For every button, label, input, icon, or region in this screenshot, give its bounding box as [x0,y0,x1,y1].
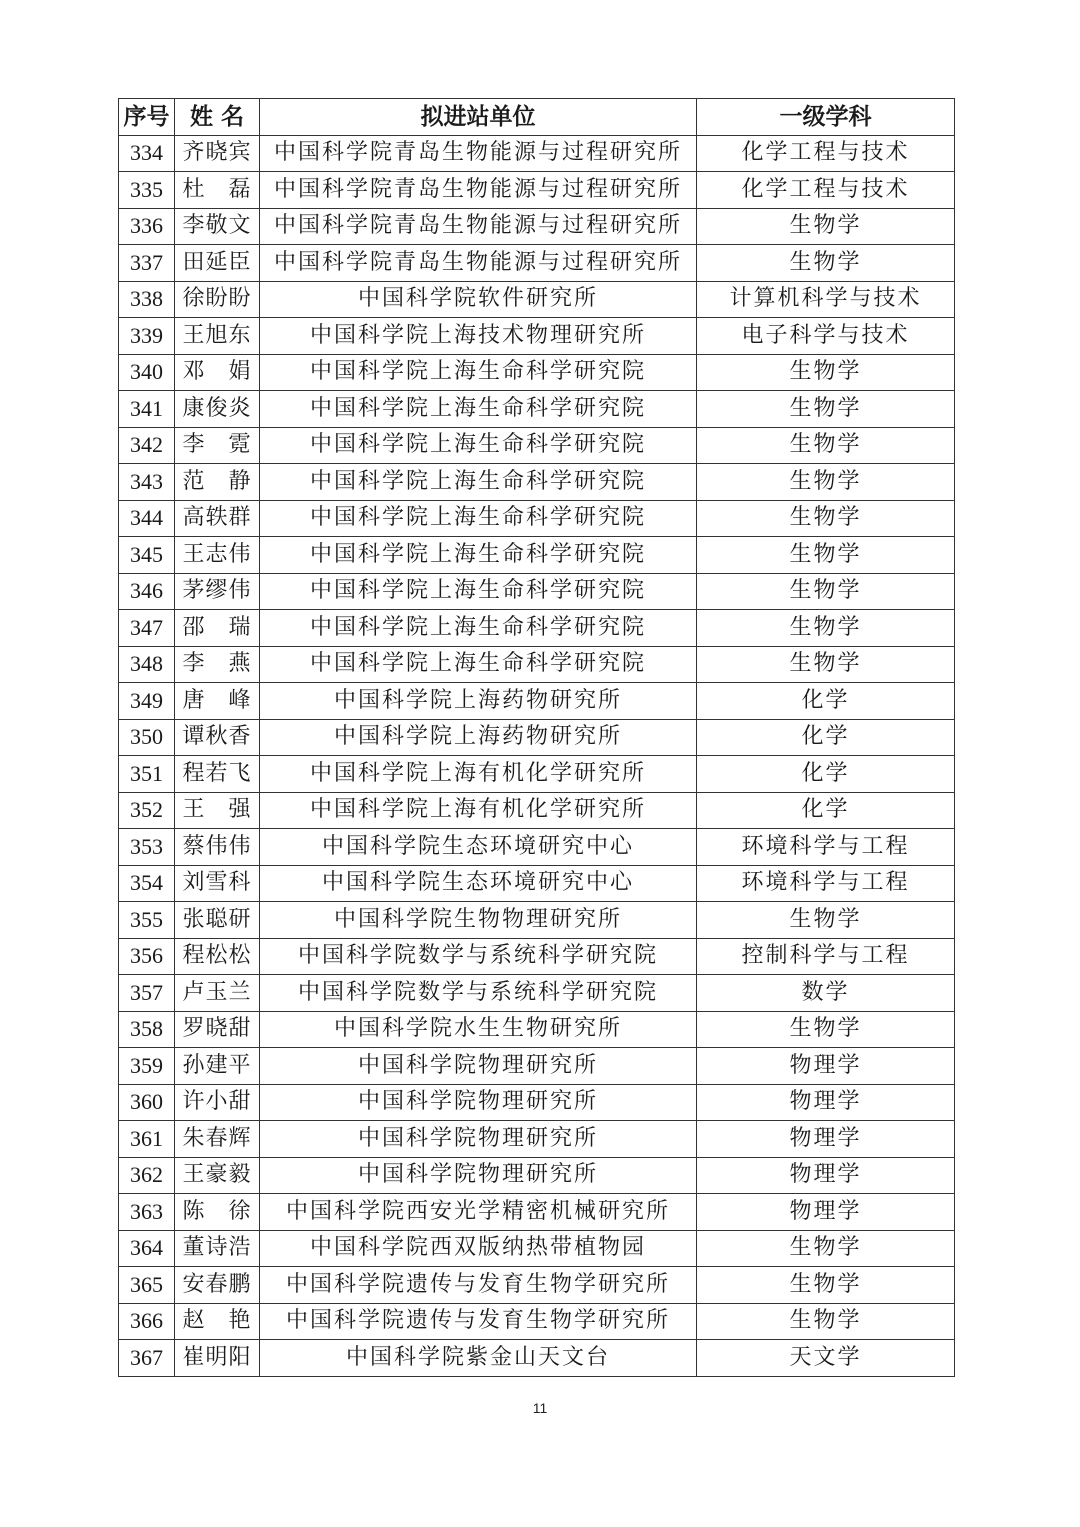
row-name: 王 强 [175,792,260,829]
row-serial-number: 366 [119,1303,175,1340]
header-row [119,99,955,136]
table-row [119,1267,955,1304]
header-name: 姓 名 [175,99,260,136]
table-row [119,500,955,537]
page-number: 11 [532,1400,548,1416]
row-name: 许小甜 [175,1084,260,1121]
row-serial-number: 349 [119,683,175,720]
row-name: 安春鹏 [175,1267,260,1304]
row-serial-number: 337 [119,245,175,282]
table-row [119,208,955,245]
row-serial-number: 342 [119,427,175,464]
row-primary-discipline: 生物学 [697,500,955,537]
row-host-unit: 中国科学院上海生命科学研究院 [260,464,697,501]
row-serial-number: 336 [119,208,175,245]
row-serial-number: 354 [119,865,175,902]
table-row [119,464,955,501]
row-name: 卢玉兰 [175,975,260,1012]
row-serial-number: 356 [119,938,175,975]
row-name: 李 霓 [175,427,260,464]
row-host-unit: 中国科学院遗传与发育生物学研究所 [260,1303,697,1340]
row-name: 唐 峰 [175,683,260,720]
table-row [119,1340,955,1377]
row-primary-discipline: 电子科学与技术 [697,318,955,355]
row-host-unit: 中国科学院青岛生物能源与过程研究所 [260,208,697,245]
row-serial-number: 343 [119,464,175,501]
row-serial-number: 363 [119,1194,175,1231]
table-row [119,1011,955,1048]
row-serial-number: 335 [119,172,175,209]
row-primary-discipline: 生物学 [697,537,955,574]
row-serial-number: 365 [119,1267,175,1304]
row-name: 张聪研 [175,902,260,939]
row-name: 齐晓宾 [175,135,260,172]
table-row [119,281,955,318]
row-host-unit: 中国科学院上海生命科学研究院 [260,391,697,428]
row-primary-discipline: 化学 [697,719,955,756]
row-primary-discipline: 生物学 [697,245,955,282]
table-body [119,135,955,1376]
row-name: 徐盼盼 [175,281,260,318]
row-name: 王旭东 [175,318,260,355]
table-row [119,1303,955,1340]
row-serial-number: 360 [119,1084,175,1121]
row-primary-discipline: 生物学 [697,646,955,683]
row-primary-discipline: 生物学 [697,1011,955,1048]
row-name: 程松松 [175,938,260,975]
row-name: 谭秋香 [175,719,260,756]
table-row [119,1194,955,1231]
row-serial-number: 362 [119,1157,175,1194]
row-host-unit: 中国科学院青岛生物能源与过程研究所 [260,135,697,172]
row-primary-discipline: 生物学 [697,427,955,464]
row-primary-discipline: 环境科学与工程 [697,829,955,866]
table-row [119,646,955,683]
row-serial-number: 346 [119,573,175,610]
row-host-unit: 中国科学院生态环境研究中心 [260,865,697,902]
row-host-unit: 中国科学院水生生物研究所 [260,1011,697,1048]
table-row [119,1157,955,1194]
row-serial-number: 347 [119,610,175,647]
row-primary-discipline: 数学 [697,975,955,1012]
row-name: 邵 瑞 [175,610,260,647]
row-host-unit: 中国科学院物理研究所 [260,1157,697,1194]
row-host-unit: 中国科学院上海生命科学研究院 [260,537,697,574]
row-name: 崔明阳 [175,1340,260,1377]
row-primary-discipline: 控制科学与工程 [697,938,955,975]
row-host-unit: 中国科学院上海药物研究所 [260,683,697,720]
row-serial-number: 345 [119,537,175,574]
row-serial-number: 348 [119,646,175,683]
row-name: 杜 磊 [175,172,260,209]
row-serial-number: 352 [119,792,175,829]
row-primary-discipline: 生物学 [697,1267,955,1304]
row-host-unit: 中国科学院西双版纳热带植物园 [260,1230,697,1267]
table-row [119,1084,955,1121]
row-name: 李 燕 [175,646,260,683]
row-serial-number: 351 [119,756,175,793]
row-host-unit: 中国科学院上海技术物理研究所 [260,318,697,355]
row-name: 茅缪伟 [175,573,260,610]
table-row [119,172,955,209]
row-primary-discipline: 化学工程与技术 [697,135,955,172]
row-host-unit: 中国科学院物理研究所 [260,1121,697,1158]
row-serial-number: 339 [119,318,175,355]
table-row [119,354,955,391]
table-row [119,573,955,610]
row-name: 李敬文 [175,208,260,245]
table-row [119,902,955,939]
table-row [119,135,955,172]
row-serial-number: 340 [119,354,175,391]
roster-table [118,98,955,1377]
table-row [119,975,955,1012]
table-row [119,829,955,866]
row-name: 康俊炎 [175,391,260,428]
row-primary-discipline: 化学 [697,683,955,720]
row-name: 蔡伟伟 [175,829,260,866]
row-host-unit: 中国科学院数学与系统科学研究院 [260,938,697,975]
row-host-unit: 中国科学院上海药物研究所 [260,719,697,756]
row-primary-discipline: 生物学 [697,573,955,610]
header-serial-number: 序号 [119,99,175,136]
row-name: 孙建平 [175,1048,260,1085]
row-host-unit: 中国科学院软件研究所 [260,281,697,318]
table-row [119,537,955,574]
table-row [119,318,955,355]
row-serial-number: 359 [119,1048,175,1085]
row-serial-number: 355 [119,902,175,939]
row-host-unit: 中国科学院上海生命科学研究院 [260,427,697,464]
row-primary-discipline: 生物学 [697,208,955,245]
row-primary-discipline: 天文学 [697,1340,955,1377]
row-serial-number: 338 [119,281,175,318]
row-host-unit: 中国科学院上海生命科学研究院 [260,354,697,391]
table-row [119,610,955,647]
table-row [119,427,955,464]
table-row [119,245,955,282]
row-name: 王志伟 [175,537,260,574]
row-primary-discipline: 计算机科学与技术 [697,281,955,318]
table-row [119,1230,955,1267]
row-serial-number: 341 [119,391,175,428]
row-serial-number: 350 [119,719,175,756]
row-name: 陈 徐 [175,1194,260,1231]
row-host-unit: 中国科学院物理研究所 [260,1048,697,1085]
row-primary-discipline: 生物学 [697,1230,955,1267]
row-name: 邓 娟 [175,354,260,391]
table-row [119,683,955,720]
row-primary-discipline: 生物学 [697,391,955,428]
row-name: 王豪毅 [175,1157,260,1194]
row-host-unit: 中国科学院上海有机化学研究所 [260,792,697,829]
row-primary-discipline: 物理学 [697,1194,955,1231]
row-serial-number: 358 [119,1011,175,1048]
row-serial-number: 353 [119,829,175,866]
row-name: 董诗浩 [175,1230,260,1267]
row-primary-discipline: 物理学 [697,1157,955,1194]
row-name: 范 静 [175,464,260,501]
table-row [119,938,955,975]
row-primary-discipline: 生物学 [697,354,955,391]
table-row [119,1121,955,1158]
row-name: 朱春辉 [175,1121,260,1158]
row-host-unit: 中国科学院遗传与发育生物学研究所 [260,1267,697,1304]
table-header [119,99,955,136]
row-primary-discipline: 物理学 [697,1084,955,1121]
row-primary-discipline: 生物学 [697,610,955,647]
row-host-unit: 中国科学院上海生命科学研究院 [260,646,697,683]
row-primary-discipline: 化学 [697,756,955,793]
row-serial-number: 364 [119,1230,175,1267]
row-host-unit: 中国科学院青岛生物能源与过程研究所 [260,245,697,282]
row-host-unit: 中国科学院青岛生物能源与过程研究所 [260,172,697,209]
row-name: 赵 艳 [175,1303,260,1340]
row-primary-discipline: 物理学 [697,1121,955,1158]
table-row [119,792,955,829]
row-primary-discipline: 生物学 [697,464,955,501]
row-name: 罗晓甜 [175,1011,260,1048]
table-row [119,391,955,428]
header-primary-discipline: 一级学科 [697,99,955,136]
row-primary-discipline: 环境科学与工程 [697,865,955,902]
row-serial-number: 361 [119,1121,175,1158]
row-host-unit: 中国科学院生态环境研究中心 [260,829,697,866]
row-primary-discipline: 生物学 [697,1303,955,1340]
row-host-unit: 中国科学院数学与系统科学研究院 [260,975,697,1012]
row-serial-number: 344 [119,500,175,537]
row-host-unit: 中国科学院上海有机化学研究所 [260,756,697,793]
row-primary-discipline: 生物学 [697,902,955,939]
row-host-unit: 中国科学院物理研究所 [260,1084,697,1121]
row-serial-number: 357 [119,975,175,1012]
table-row [119,865,955,902]
row-host-unit: 中国科学院上海生命科学研究院 [260,573,697,610]
row-host-unit: 中国科学院上海生命科学研究院 [260,500,697,537]
row-name: 田延臣 [175,245,260,282]
row-primary-discipline: 化学 [697,792,955,829]
row-name: 刘雪科 [175,865,260,902]
row-primary-discipline: 物理学 [697,1048,955,1085]
table-row [119,1048,955,1085]
row-serial-number: 367 [119,1340,175,1377]
row-primary-discipline: 化学工程与技术 [697,172,955,209]
row-name: 程若飞 [175,756,260,793]
table-row [119,756,955,793]
row-host-unit: 中国科学院生物物理研究所 [260,902,697,939]
row-serial-number: 334 [119,135,175,172]
row-host-unit: 中国科学院上海生命科学研究院 [260,610,697,647]
table-row [119,719,955,756]
row-name: 高轶群 [175,500,260,537]
row-host-unit: 中国科学院西安光学精密机械研究所 [260,1194,697,1231]
row-host-unit: 中国科学院紫金山天文台 [260,1340,697,1377]
header-host-unit: 拟进站单位 [260,99,697,136]
